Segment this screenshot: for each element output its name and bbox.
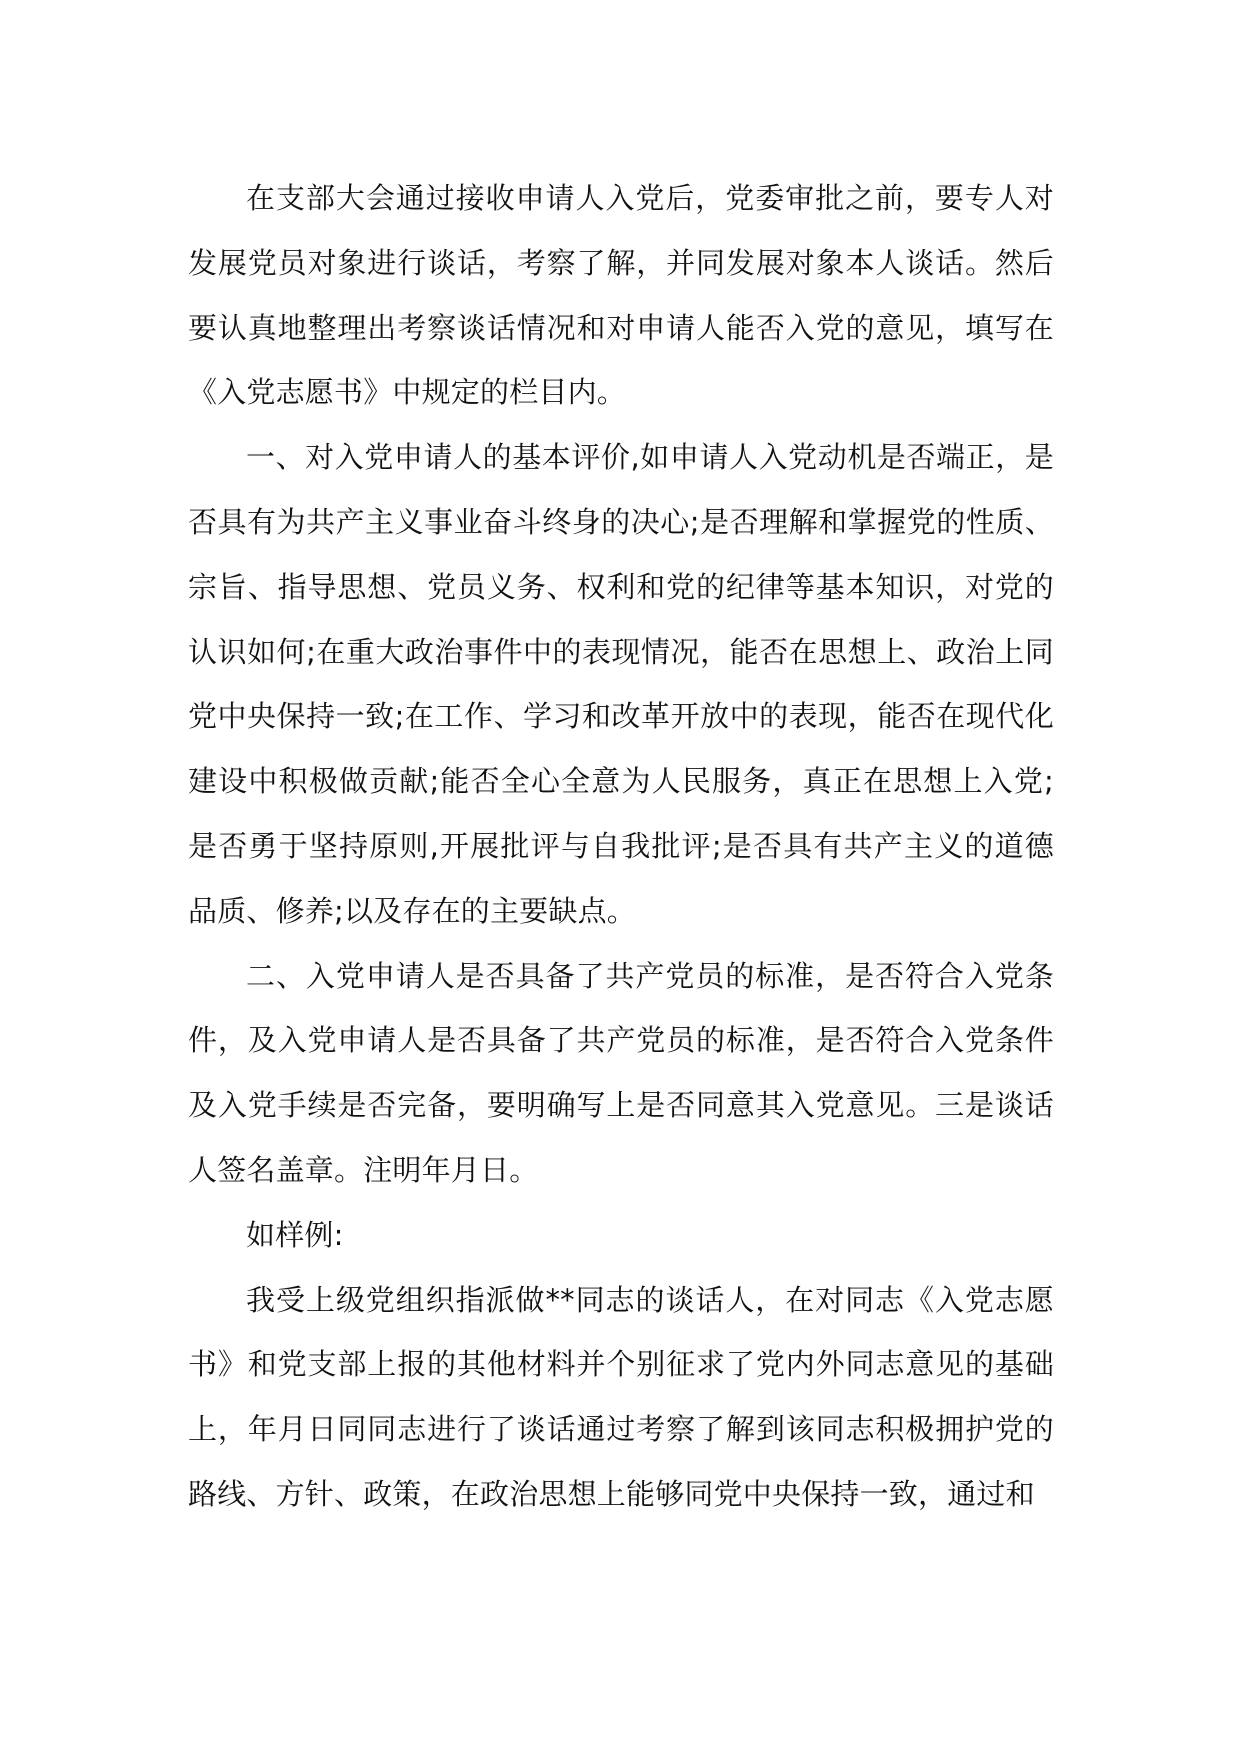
paragraph-example-label: 如样例: [246, 1217, 344, 1252]
paragraph-intro: 在支部大会通过接收申请人入党后，党委审批之前，要专人对发展党员对象进行谈话，考察了解，并同发展对象本人谈话。然后要认真地整理出考察谈话情况和对申请人能否入党的意见，填写在《入党志愿书》中规定的栏目内。 [188, 181, 1054, 410]
paragraph-example-text: 我受上级党组织指派做**同志的谈话人，在对同志《入党志愿书》和党支部上报的其他材料并个别征求了党内外同志意见的基础上，年月日同同志进行了谈话通过考察了解到该同志积极拥护党的路线、方针、政策，在政治思想上能够同党中央保持一致，通过和 [188, 1282, 1054, 1511]
document-body [188, 166, 1054, 1527]
paragraph-point-two: 二、入党申请人是否具备了共产党员的标准，是否符合入党条件，及入党申请人是否具备了共产党员的标准，是否符合入党条件及入党手续是否完备，要明确写上是否同意其入党意见。三是谈话人签名盖章。注明年月日。 [188, 958, 1054, 1187]
paragraph-point-one: 一、对入党申请人的基本评价,如申请人入党动机是否端正，是否具有为共产主义事业奋斗终身的决心;是否理解和掌握党的性质、宗旨、指导思想、党员义务、权利和党的纪律等基本知识，对党的认识如何;在重大政治事件中的表现情况，能否在思想上、政治上同党中央保持一致;在工作、学习和改革开放中的表现，能否在现代化建设中积极做贡献;能否全心全意为人民服务，真正在思想上入党;是否勇于坚持原则,开展批评与自我批评;是否具有共产主义的道德品质、修养;以及存在的主要缺点。 [188, 440, 1054, 928]
